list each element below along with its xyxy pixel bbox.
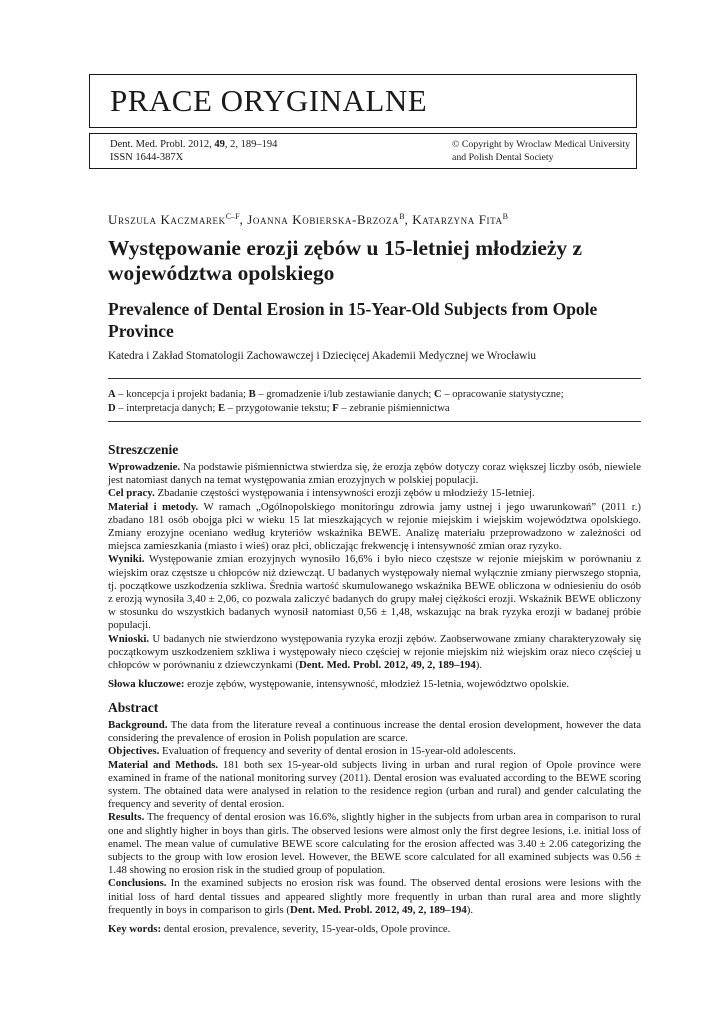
contrib-text: – opracowanie statystyczne; xyxy=(441,389,564,400)
keywords-label: Słowa kluczowe: xyxy=(108,678,185,691)
author xyxy=(247,212,412,227)
paragraph-label: Results. xyxy=(108,811,145,824)
contrib-key: F xyxy=(332,402,339,414)
contrib-key: D xyxy=(108,402,116,414)
abstract-paragraph xyxy=(108,487,641,500)
contrib-text: – koncepcja i projekt badania; xyxy=(115,389,249,400)
citation-volume: 49 xyxy=(214,139,225,150)
contrib-text: – gromadzenie i/lub zestawianie danych; xyxy=(255,389,434,400)
author-separator: , xyxy=(239,212,248,227)
divider xyxy=(108,421,641,422)
paragraph-label: Material and Methods. xyxy=(108,758,219,771)
paragraph-label: Wyniki. xyxy=(108,553,145,566)
abstract-paragraph xyxy=(108,553,641,632)
paragraph-text: Evaluation of frequency and severity of dental erosion in 15-year-old adolescents. xyxy=(159,745,516,758)
paragraph-text: In the examined subjects no erosion risk was found. The observed dental erosions were lesions with the initial loss of hard dental tissues and appeared slightly more frequently in urban than rural area and more slightly frequently in boys in comparison to girls ( xyxy=(108,877,641,916)
contrib-key: E xyxy=(218,402,226,414)
paragraph-text: The data from the literature reveal a continuous increase the dental erosion development, however the data considering the prevalence of erosion in Polish population are scarce. xyxy=(108,719,641,745)
journal-info-box xyxy=(89,133,637,169)
section-title: PRACE ORYGINALNE xyxy=(110,83,428,118)
abstract-paragraph xyxy=(108,745,641,758)
author-name: Katarzyna Fita xyxy=(412,212,503,227)
citation-ref: Dent. Med. Probl. 2012, 49, 2, 189–194 xyxy=(298,659,476,672)
keywords xyxy=(108,678,641,691)
paragraph-text: Występowanie zmian erozyjnych wynosiło 16,6% i było nieco częstsze w rejonie miejskim w porównaniu z wiejskim oraz częstsze u chłopców niż dziewcząt. U badanych występowały niemal wyłącznie zmiany pierwszego stopnia, tj. początkowe uszkodzenia szkliwa. Średnia wartość skumulowanego wskaźnika BEWE obliczona w odniesieniu do osób z erozją wynosiła 3,40 ± 2,06, co pozwala zaliczyć badanych do grupy małej ciężkości erozji. Wskaźnik BEWE obliczony w stosunku do wszystkich badanych wynosił natomiast 0,56 ± 1,48, wskazując na brak ryzyka erozji w badanej próbie populacji. xyxy=(108,553,641,632)
contrib-key: B xyxy=(248,389,256,400)
author-name: Urszula Kaczmarek xyxy=(108,212,226,227)
keywords xyxy=(108,923,641,936)
copyright-line-1: © Copyright by Wroclaw Medical University xyxy=(452,139,631,150)
paragraph-label: Cel pracy. xyxy=(108,487,155,500)
abstract-paragraph xyxy=(108,719,641,745)
abstract-paragraph xyxy=(108,759,641,812)
affiliation: Katedra i Zakład Stomatologii Zachowawczej i Dziecięcej Akademii Medycznej we Wrocławiu xyxy=(108,350,537,362)
divider xyxy=(108,378,641,379)
paragraph-text: W ramach „Ogólnopolskiego monitoringu zdrowia jamy ustnej i jego uwarunkowań” (2011 r.) zbadano 181 osób obojga płci w wieku 15 lat mieszkających w rejonie miejskim i wiejskim województwa opolskiego. Zmiany erozyjne oceniano według kryteriów wskaźnika BEWE. Analizę materiału przeprowadzono w zależności od miejsca zamieszkania (miasto i wieś) oraz płci, obliczając frekwencję i intensywność zmian oraz ryzyko. xyxy=(108,500,641,553)
contrib-key: C xyxy=(433,389,442,400)
title-polish: Występowanie erozji zębów u 15-letniej młodzieży z województwa opolskiego xyxy=(108,236,583,285)
contrib-text: – zebranie piśmiennictwa xyxy=(338,402,450,414)
paragraph-label: Wnioski. xyxy=(108,632,150,645)
paragraph-label: Objectives. xyxy=(108,745,160,758)
journal-section-box xyxy=(89,74,637,128)
citation-line xyxy=(110,138,277,151)
contribution-legend xyxy=(108,388,641,415)
keywords-text: erozje zębów, występowanie, intensywność, młodzież 15-letnia, województwo opolskie. xyxy=(184,678,570,691)
paragraph-text: ). xyxy=(466,903,474,916)
title-english: Prevalence of Dental Erosion in 15-Year-Old Subjects from Opole Province xyxy=(108,299,598,341)
paragraph-text: Na podstawie piśmiennictwa stwierdza się, że erozja zębów dotyczy coraz większej liczby osób, niewiele jest natomiast danych na temat występowania zmian erozyjnych w polskiej populacji. xyxy=(108,461,641,487)
author-separator: , xyxy=(404,212,413,227)
paragraph-text: The frequency of dental erosion was 16.6%, slightly higher in the subjects from urban area in comparison to rural one and slightly higher in boys than girls. The observed lesions were almost only the first degree lesions, i.e. initial loss of enamel. The mean value of cumulative BEWE score calculating for the erosion affected was 3.40 ± 2.06 categorizing the subjects to the group with low erosion level. However, the BEWE score calculated for all examined subjects was 0.56 ± 1.48 showing no erosion risk in the studied group of population. xyxy=(108,811,641,877)
streszczenie-heading: Streszczenie xyxy=(108,442,179,457)
contrib-key: A xyxy=(108,389,116,400)
author-contribution: B xyxy=(399,212,405,221)
citation-journal: Dent. Med. Probl. 2012, xyxy=(110,139,215,150)
abstract-paragraph xyxy=(108,501,641,554)
streszczenie-body xyxy=(108,461,641,691)
citation-pages: , 2, 189–194 xyxy=(224,139,278,150)
keywords-text: dental erosion, prevalence, severity, 15-year-olds, Opole province. xyxy=(161,923,451,936)
citation-ref: Dent. Med. Probl. 2012, 49, 2, 189–194 xyxy=(290,903,467,916)
paragraph-text: 181 both sex 15-year-old subjects living in urban and rural region of Opole province were examined in frame of the national monitoring survey (2011). Dental erosion was evaluated according to the BEWE scoring system. The obtained data were analysed in relation to the residence region (urban and rural) and gender calculating the frequency and severity of dental erosion. xyxy=(108,758,641,811)
paragraph-label: Materiał i metody. xyxy=(108,500,199,513)
paragraph-text: U badanych nie stwierdzono występowania ryzyka erozji zębów. Zaobserwowane zmiany charakteryzowały się początkowym uszkodzeniem szkliwa i występowały nieco częściej w rejonie miejskim niż wiejskim oraz nieco częściej u chłopców w porównaniu z dziewczynkami ( xyxy=(108,632,641,672)
contrib-text: – interpretacja danych; xyxy=(115,402,219,414)
paragraph-text: ). xyxy=(475,659,483,672)
author-contribution: B xyxy=(502,212,508,221)
abstract-paragraph xyxy=(108,877,641,917)
contribution-line-2 xyxy=(108,402,641,416)
paragraph-label: Background. xyxy=(108,719,168,731)
abstract-paragraph xyxy=(108,461,641,487)
citation-info xyxy=(110,138,277,164)
abstract-paragraph xyxy=(108,633,641,673)
abstract-heading: Abstract xyxy=(108,700,159,715)
paragraph-text: Zbadanie częstości występowania i intensywności erozji zębów u młodzieży 15-letniej. xyxy=(154,487,535,500)
contribution-line-1 xyxy=(108,388,641,402)
paragraph-label: Wprowadzenie. xyxy=(108,461,181,473)
issn: ISSN 1644-387X xyxy=(110,152,184,163)
copyright-info xyxy=(452,138,630,164)
author-list xyxy=(108,209,508,228)
keywords-label: Key words: xyxy=(108,923,162,936)
paragraph-label: Conclusions. xyxy=(108,877,167,890)
contrib-text: – przygotowanie tekstu; xyxy=(225,402,333,414)
author xyxy=(412,212,508,227)
abstract-body xyxy=(108,719,641,936)
author-name: Joanna Kobierska-Brzoza xyxy=(247,212,400,227)
abstract-paragraph xyxy=(108,811,641,877)
author xyxy=(108,212,247,227)
author-contribution: C–F xyxy=(225,212,240,221)
copyright-line-2: and Polish Dental Society xyxy=(452,152,554,163)
